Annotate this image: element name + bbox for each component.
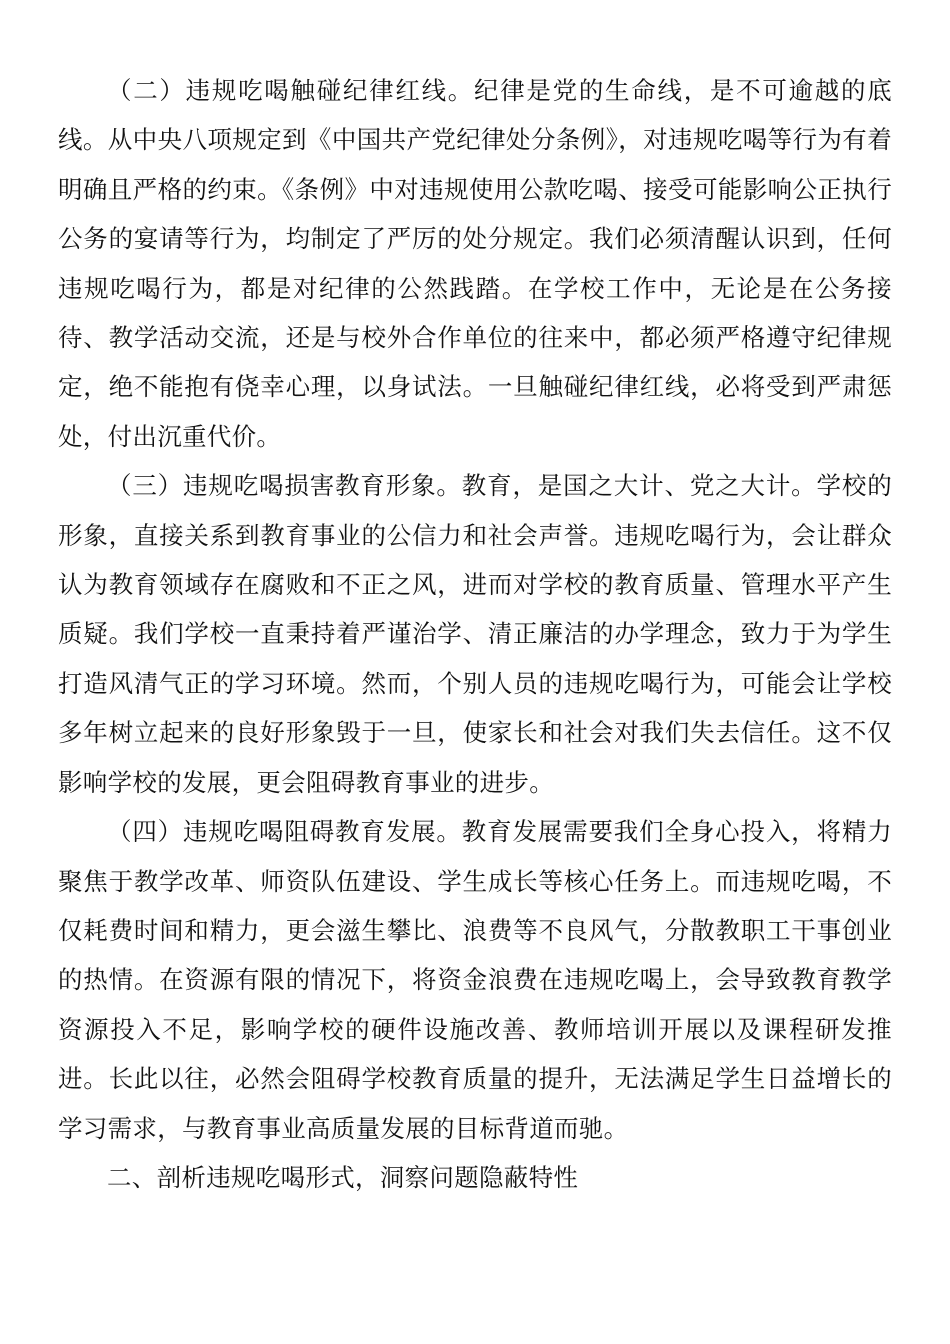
section-heading: 二、剖析违规吃喝形式，洞察问题隐蔽特性 [107,1162,579,1192]
paragraph-discipline-red-line: （二）违规吃喝触碰纪律红线。纪律是党的生命线，是不可逾越的底线。从中央八项规定到《中国共产党纪律处分条例》，对违规吃喝等行为有着明确且严格的约束。《条例》中对违规使用公款吃喝、接受可能影响公正执行公务的宴请等行为，均制定了严厉的处分规定。我们必须清醒认识到，任何违规吃喝行为，都是对纪律的公然践踏。在学校工作中，无论是在公务接待、教学活动交流，还是与校外合作单位的往来中，都必须严格遵守纪律规定，绝不能抱有侥幸心理，以身试法。一旦触碰纪律红线，必将受到严肃惩处，付出沉重代价。 [58,76,892,451]
document-page [58,66,892,1202]
paragraph-education-development: （四）违规吃喝阻碍教育发展。教育发展需要我们全身心投入，将精力聚焦于教学改革、师资队伍建设、学生成长等核心任务上。而违规吃喝，不仅耗费时间和精力，更会滋生攀比、浪费等不良风气，分散教职工干事创业的热情。在资源有限的情况下，将资金浪费在违规吃喝上，会导致教育教学资源投入不足，影响学校的硬件设施改善、教师培训开展以及课程研发推进。长此以往，必然会阻碍学校教育质量的提升，无法满足学生日益增长的学习需求，与教育事业高质量发展的目标背道而驰。 [58,817,892,1143]
paragraph-education-image: （三）违规吃喝损害教育形象。教育，是国之大计、党之大计。学校的形象，直接关系到教育事业的公信力和社会声誉。违规吃喝行为，会让群众认为教育领域存在腐败和不正之风，进而对学校的教育质量、管理水平产生质疑。我们学校一直秉持着严谨治学、清正廉洁的办学理念，致力于为学生打造风清气正的学习环境。然而，个别人员的违规吃喝行为，可能会让学校多年树立起来的良好形象毁于一旦，使家长和社会对我们失去信任。这不仅影响学校的发展，更会阻碍教育事业的进步。 [58,471,892,797]
